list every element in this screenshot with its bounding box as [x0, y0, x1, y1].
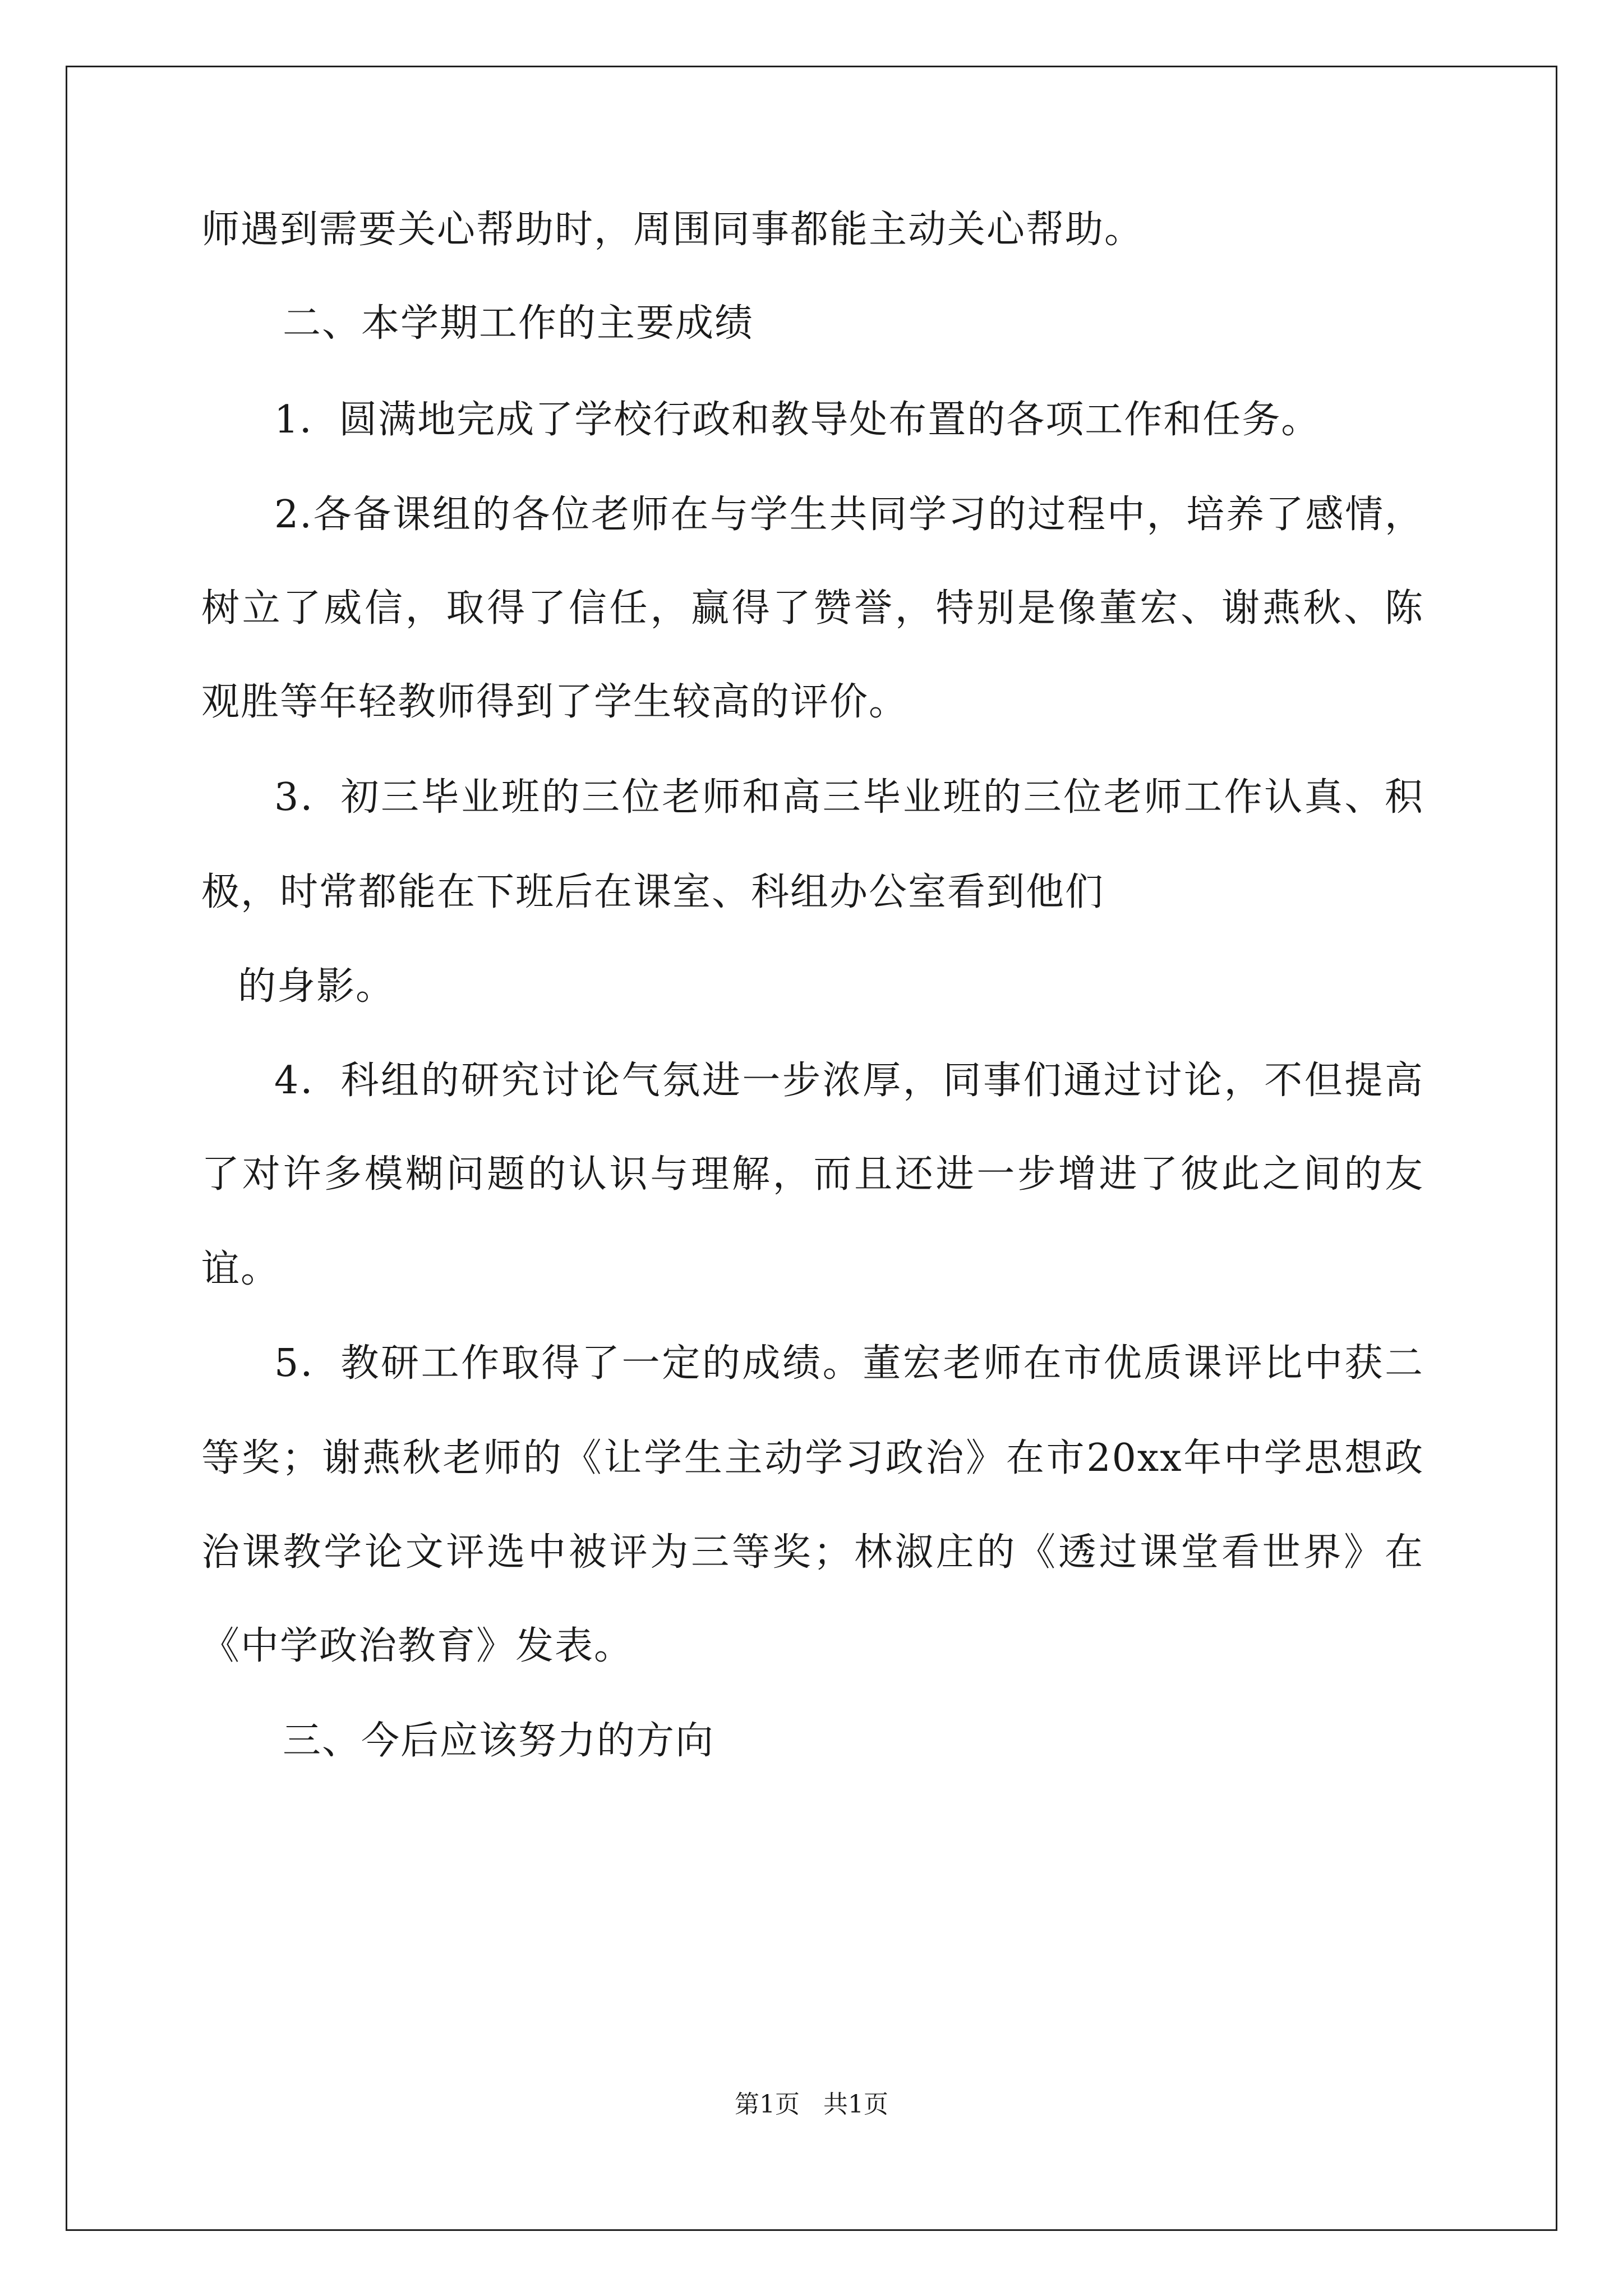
- text-line: 观胜等年轻教师得到了学生较高的评价。: [201, 680, 909, 724]
- section-heading: 三、今后应该努力的方向: [283, 1719, 715, 1763]
- list-item: 5．教研工作取得了一定的成绩。董宏老师在市优质课评比中获二: [274, 1341, 1424, 1386]
- page-footer: 第1页 共1页: [735, 2090, 888, 2119]
- text-line: 治课教学论文评选中被评为三等奖；林淑庄的《透过课堂看世界》在: [201, 1530, 1424, 1575]
- section-heading: 二、本学期工作的主要成绩: [283, 301, 754, 346]
- text-line: 的身影。: [238, 964, 395, 1009]
- text-line: 极，时常都能在下班后在课室、科组办公室看到他们: [201, 870, 1105, 914]
- text-line: 师遇到需要关心帮助时，周围同事都能主动关心帮助。: [201, 208, 1144, 252]
- text-line: 等奖；谢燕秋老师的《让学生主动学习政治》在市20xx年中学思想政: [201, 1436, 1424, 1480]
- list-item: 3．初三毕业班的三位老师和高三毕业班的三位老师工作认真、积: [274, 775, 1424, 820]
- list-item: 2.各备课组的各位老师在与学生共同学习的过程中，培养了感情，: [274, 493, 1424, 537]
- text-line: 树立了威信，取得了信任，赢得了赞誉，特别是像董宏、谢燕秋、陈: [201, 586, 1424, 631]
- text-line: 《中学政治教育》发表。: [201, 1624, 634, 1668]
- list-item: 4．科组的研究讨论气氛进一步浓厚，同事们通过讨论，不但提高: [274, 1059, 1424, 1103]
- list-item: 1．圆满地完成了学校行政和教导处布置的各项工作和任务。: [274, 398, 1321, 442]
- text-line: 谊。: [201, 1247, 280, 1291]
- text-line: 了对许多模糊问题的认识与理解，而且还进一步增进了彼此之间的友: [201, 1152, 1424, 1197]
